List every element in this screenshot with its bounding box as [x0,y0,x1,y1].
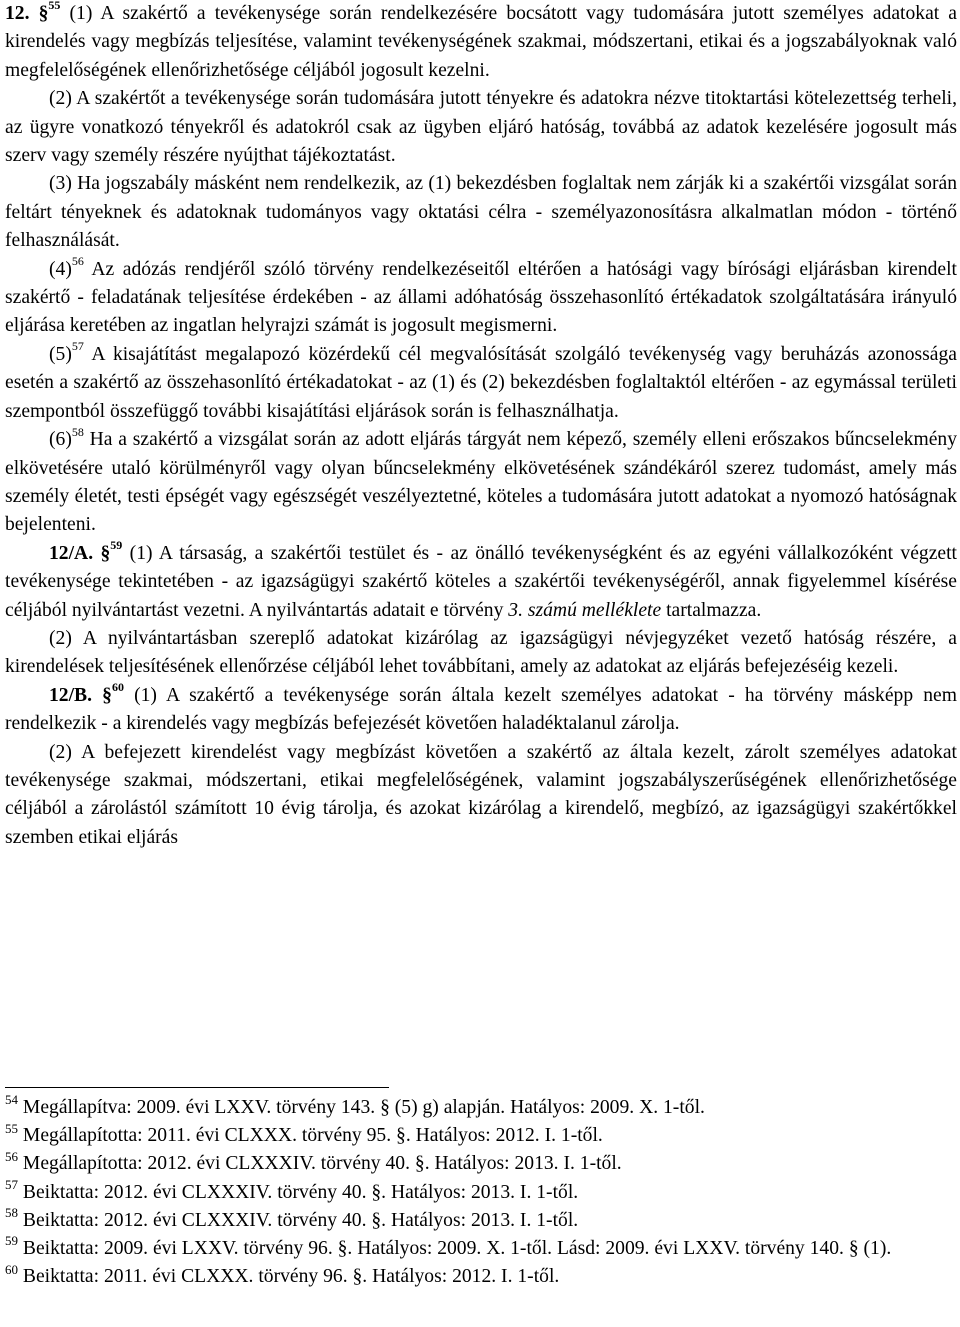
footnote [5,1207,957,1235]
annex-reference[interactable]: 3. számú melléklete [508,599,662,621]
footnote-divider [5,1087,389,1088]
paragraph-12b-2 [5,739,957,853]
footnote [5,1150,957,1178]
paragraph-text: (1) A szakértő a tevékenysége során általa kezelt személyes adatokat - ha törvény másképp nem rendelkezik - a kirendelés vagy megbízás befejezését követően haladéktalanul zárolja. [5,684,957,735]
footnote-text: Megállapította: 2011. évi CLXXX. törvény 95. §. Hatályos: 2012. I. 1-től. [18,1125,603,1147]
section-number: 12/B. [49,684,93,706]
footnote-number: 60 [5,1261,18,1277]
paragraph-lead: (6) [49,429,72,451]
paragraph-lead: (4) [49,258,72,280]
footnote-ref[interactable]: 59 [110,538,123,553]
footnote-text: Megállapította: 2012. évi CLXXXIV. törvény 40. §. Hatályos: 2013. I. 1-től. [18,1153,622,1175]
footnote-number: 55 [5,1120,18,1136]
footnote-number: 57 [5,1177,18,1193]
footnote [5,1179,957,1207]
footnote [5,1094,957,1122]
section-number: 12/A. [49,542,94,564]
paragraph-12-4 [5,256,957,341]
paragraph-text: A kisajátítást megalapozó közérdekű cél megvalósítását szolgáló tevékenység vagy beruházás azonossága esetén a szakértő az összehasonlító értékadatokat - az (1) és (2) bekezdésben foglaltaktól eltérően - az egymással területi szempontból összefüggő további kisajátítási eljárások során is felhasználhatja. [5,343,957,422]
footnote-text: Megállapítva: 2009. évi LXXV. törvény 143. § (5) g) alapján. Hatályos: 2009. X. 1-től. [18,1097,705,1118]
paragraph-text: (1) A társaság, a szakértői testület és - az önálló tevékenységként és az egyéni vállalkozóként végzett tevékenysége tekintetében - az igazságügyi szakértő köteles a szakértői tevékenységéről, annak figyelemmel kísérése céljából nyilvántartást vezetni. A nyilvántartás adatait e törvény [5,542,957,621]
paragraph-tail: tartalmazza. [661,599,762,621]
paragraph-12a-2 [5,625,957,682]
footnote [5,1263,957,1291]
paragraph-text: (2) A befejezett kirendelést vagy megbízást követően a szakértő az általa kezelt, zárolt személyes adatokat tevékenysége szakmai, módszertani, etikai megfelelőségének, valamint jogszabályszerűségének ellenőrizhetősége céljából a zárolástól számított 10 évig tárolja, és azokat kizárólag a kirendelő, megbízó, az igazságügyi szakértőkkel szemben etikai eljárás [5,741,957,848]
footnote-number: 59 [5,1233,18,1249]
footnote-number: 58 [5,1205,18,1221]
main-text [5,0,957,852]
footnote [5,1235,957,1263]
footnote-number: 54 [5,1092,18,1108]
footnote [5,1122,957,1150]
paragraph-text: Az adózás rendjéről szóló törvény rendelkezéseitől eltérően a hatósági vagy bírósági eljárásban kirendelt szakértő - feladatának teljesítése érdekében - az állami adóhatóság összehasonlító értékadatok szolgáltatására irányuló eljárása keretében az ingatlan helyrajzi számát is jogosult megismerni. [5,258,957,337]
footnote-ref[interactable]: 58 [71,424,84,439]
paragraph-12-3 [5,170,957,255]
paragraph-12-1 [5,0,957,85]
footnote-ref[interactable]: 56 [71,254,84,269]
section-sign: § [38,3,49,24]
paragraph-text: (3) Ha jogszabály másként nem rendelkezik, az (1) bekezdésben foglaltak nem zárják ki a szakértői vizsgálat során feltárt tényeknek és adatoknak tudományos vagy oktatási célra - személyazonosításra alkalmatlan módon - történő felhasználását. [5,173,957,252]
document-page [5,0,958,1288]
paragraph-lead: (5) [49,343,72,365]
paragraph-text: Ha a szakértő a vizsgálat során az adott eljárás tárgyát nem képező, személy elleni erőszakos bűncselekmény elkövetésére utaló körülményről vagy olyan bűncselekmény elkövetésének szándékáról szerez tudomást, amely más személy életét, testi épségét vagy egészségét veszélyeztetné, köteles a tudomására jutott adatokat a nyomozó hatóságnak bejelenteni. [5,429,957,536]
paragraph-12-6 [5,426,957,540]
paragraph-text: (2) A nyilvántartásban szereplő adatokat kizárólag az igazságügyi névjegyzéket vezető hatóság részére, a kirendelések teljesítésének ellenőrzése céljából lehet továbbítani, amely az adatokat az eljárás befejezéséig kezeli. [5,627,957,678]
footnote-ref[interactable]: 55 [48,0,61,13]
paragraph-text: (1) A szakértő a tevékenysége során rendelkezésére bocsátott vagy tudomására jutott személyes adatokat a kirendelés vagy megbízás teljesítése, valamint tevékenységének szakmai, módszertani, etikai és a jogszabályoknak való megfelelőségének ellenőrizhetősége céljából jogosult kezelni. [5,3,958,81]
section-sign: § [100,542,111,564]
footnote-ref[interactable]: 57 [71,339,84,354]
footnote-text: Beiktatta: 2009. évi LXXV. törvény 96. §. Hatályos: 2009. X. 1-től. Lásd: 2009. évi LXXV. törvény 140. § (1). [18,1238,892,1260]
paragraph-12a-1 [5,540,957,625]
section-sign: § [102,684,112,706]
footnotes [5,1094,957,1291]
footnote-text: Beiktatta: 2012. évi CLXXXIV. törvény 40. §. Hatályos: 2013. I. 1-től. [18,1181,579,1203]
section-number: 12. [5,3,30,24]
footnote-text: Beiktatta: 2011. évi CLXXX. törvény 96. §. Hatályos: 2012. I. 1-től. [18,1266,560,1288]
paragraph-12-5 [5,341,957,426]
paragraph-12-2 [5,85,957,170]
footnote-text: Beiktatta: 2012. évi CLXXXIV. törvény 40. §. Hatályos: 2013. I. 1-től. [18,1209,579,1231]
paragraph-text: (2) A szakértőt a tevékenysége során tudomására jutott tényekre és adatokra nézve titoktartási kötelezettség terheli, az ügyre vonatkozó tényekről és adatokról csak az ügyben eljáró hatóság, továbbá az adatok kezelésére jogosult más szerv vagy személy részére nyújthat tájékoztatást. [5,88,957,167]
paragraph-12b-1 [5,682,957,739]
footnote-ref[interactable]: 60 [111,680,124,695]
footnote-number: 56 [5,1148,18,1164]
